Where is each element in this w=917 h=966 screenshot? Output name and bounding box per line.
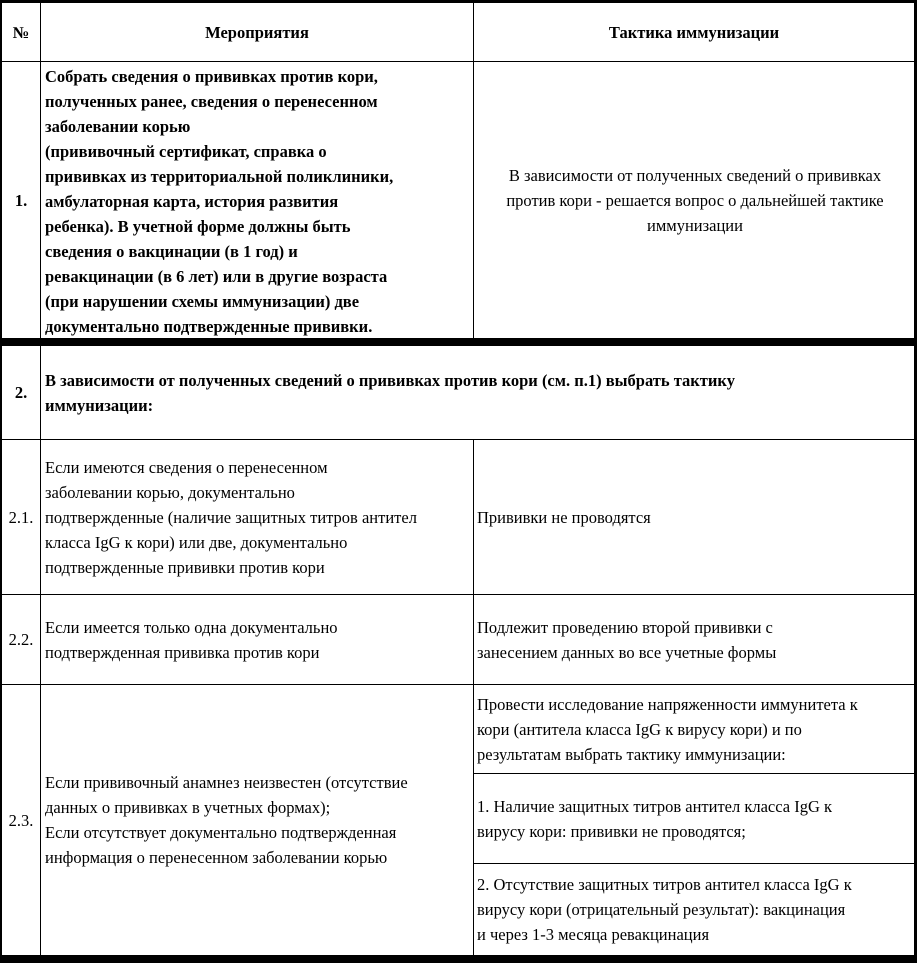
num-col-divider [40,0,41,963]
row-measure: Собрать сведения о прививках против кори, полученных ранее, сведения о перенесенном заболевании корью (прививочный сертификат, справка о прививках из территориальной поликлиники, амбулаторная карта, история развития ребенка). В учетной форме должны быть сведения о вакцинации (в 1 год) и ревакцинации (в 6 лет) или в другие возраста (при нарушении схемы иммунизации) две документально подтвержденные прививки. [45,67,394,336]
row-number: 2.3. [8,810,34,830]
row-tactic-intro: Провести исследование напряженности иммунитета к кори (антитела класса IgG к вирусу кори) и по результатам выбрать тактику иммунизации: [477,694,858,764]
row-tactic: Подлежит проведению второй прививки с занесением данных во все учетные формы [477,617,777,662]
row-number: 2.2. [8,630,34,649]
row-number: 2. [14,383,28,402]
row-tactic-option-2: 2. Отсутствие защитных титров антител класса IgG к вирусу кори (отрицательный результат): вакцинация и через 1-3 месяца ревакцинация [477,875,852,944]
row-measure: Если имеются сведения о перенесенном заболевании корью, документально подтвержденные (наличие защитных титров антител класса IgG к кори) или две, документально подтвержденные прививки против кори [45,457,417,577]
header-tactics: Тактика иммунизации [608,22,780,42]
measure-col-divider-bottom [473,439,474,963]
row-number: 2.1. [8,507,34,527]
row-tactic: Прививки не проводятся [477,507,651,527]
row-measure: В зависимости от полученных сведений о прививках против кори (см. п.1) выбрать тактику иммунизации: [45,370,735,415]
row-tactic: В зависимости от полученных сведений о прививках против кори - решается вопрос о дальнейшей тактике иммунизации [506,165,884,235]
header-measures: Мероприятия [205,22,309,42]
table-bottom-border [0,955,917,963]
row-measure: Если прививочный анамнез неизвестен (отсутствие данных о прививках в учетных формах); Если отсутствует документально подтвержденная информация о перенесенном заболевании корью [45,773,408,867]
row-number: 1. [14,190,28,210]
row-measure: Если имеется только одна документально подтвержденная прививка против кори [45,617,338,662]
row-1-thick-divider [0,338,917,346]
header-number: № [12,22,30,42]
row-tactic-option-1: 1. Наличие защитных титров антител класса IgG к вирусу кори: прививки не проводятся; [477,796,833,841]
